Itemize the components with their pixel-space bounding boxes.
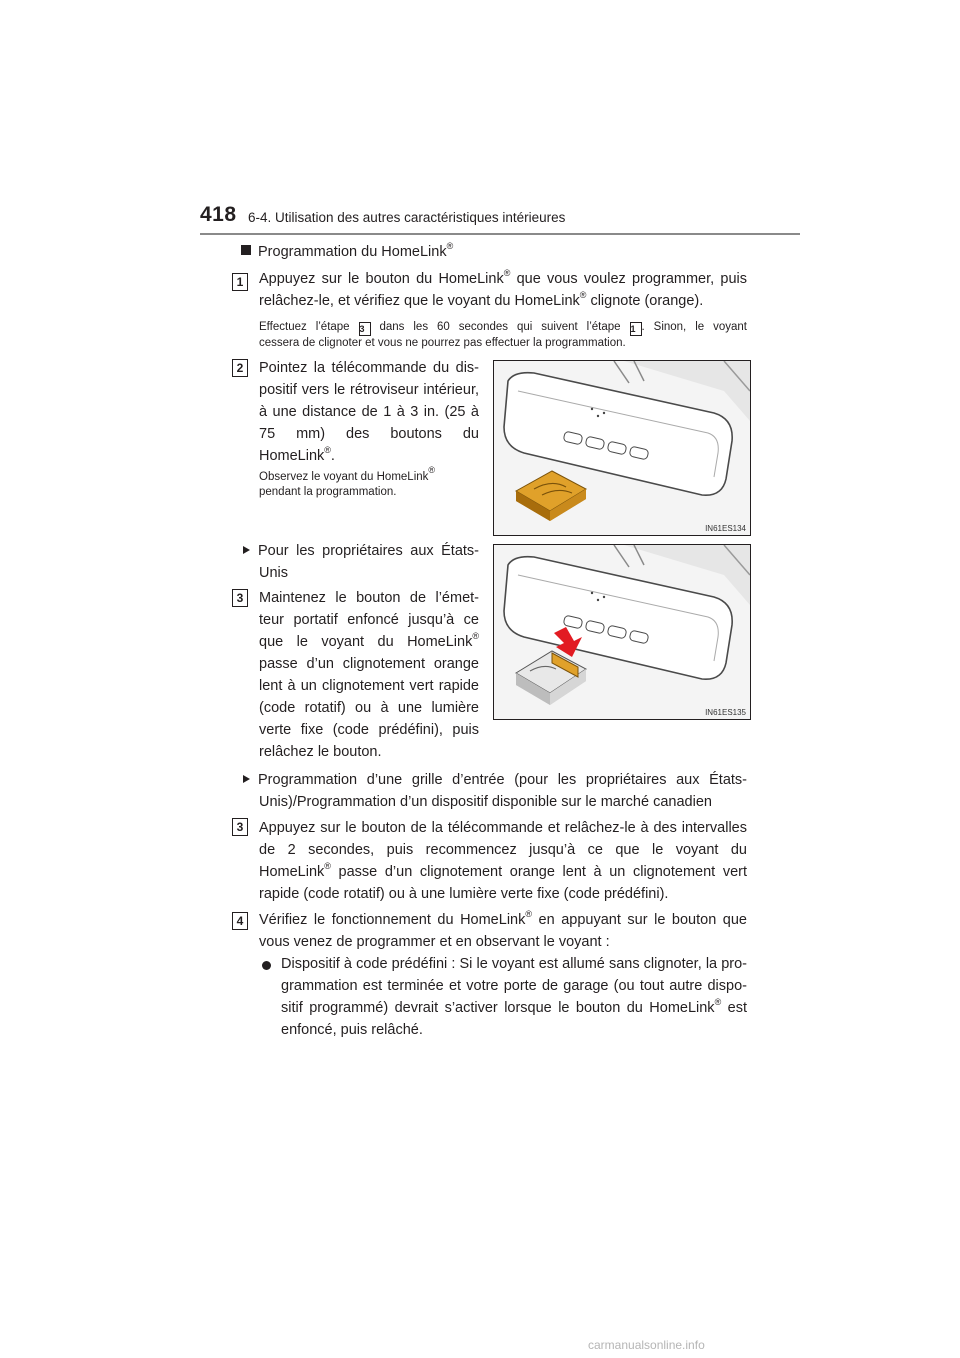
square-bullet-icon <box>241 245 251 255</box>
step-badge-1: 1 <box>232 273 248 291</box>
remote-transmitter <box>516 471 586 521</box>
mirror-illustration <box>494 361 750 535</box>
step-2-text: Pointez la télécommande du dis- positif vers le rétroviseur intérieur, à une distance de 1 à 3 in. (25 à 75 mm) des boutons du HomeLink®. <box>259 360 479 464</box>
gate-canada-heading: Programmation d’une grille d’entrée (pour les propriétaires aux États- Unis)/Programmation d’un dispositif disponible sur le marché canadien <box>243 769 747 813</box>
watermark: carmanualsonline.info <box>588 1338 705 1352</box>
step-ref-1: 1 <box>630 322 642 336</box>
triangle-bullet-icon <box>243 546 250 554</box>
round-bullet-icon <box>262 961 271 970</box>
triangle-bullet-icon <box>243 775 250 783</box>
step-2-note: Observez le voyant du HomeLink® pendant la programmation. <box>259 465 436 498</box>
remote-transmitter-side <box>516 651 586 705</box>
header-divider <box>200 233 800 235</box>
step-badge-3a: 3 <box>232 589 248 607</box>
step-badge-2: 2 <box>232 359 248 377</box>
section-title: 6-4. Utilisation des autres caractéristiques intérieures <box>248 210 566 225</box>
figure-mirror-remote-distance <box>493 360 751 536</box>
step-3a-text: Maintenez le bouton de l’émet- teur portatif enfoncé jusqu’à ce que le voyant du HomeLink® passe d’un clignotement orange lent à un clignotement vert rapide (code rotatif) ou à une lumière verte fixe (code prédéfini), puis relâchez le bouton. <box>259 590 479 760</box>
step-badge-4: 4 <box>232 912 248 930</box>
step-3b-text: Appuyez sur le bouton de la télécommande et relâchez-le à des intervalles de 2 secondes, puis recommencez jusqu’à ce que le voyant du HomeLink® passe d’un clignotement orange lent à un clignotement vert rapide (code rotatif) ou à une lumière verte fixe (code prédéfini). <box>259 820 747 902</box>
step-1-note: Effectuez l’étape 3 dans les 60 secondes qui suivent l’étape 1 . Sinon, le voyant cessera de clignoter et vous ne pourrez pas effectuer la programmation. <box>259 321 747 349</box>
figure-1-code: IN61ES134 <box>705 524 746 533</box>
mirror-press-illustration <box>494 545 750 719</box>
step-4-bullet-text: Dispositif à code prédéfini : Si le voyant est allumé sans clignoter, la pro- grammation est terminée et votre porte de garage (ou tout autre dispo- sitif programmé) devrait s’activer lorsque le bouton du HomeLink® est enfoncé, puis relâché. <box>281 956 747 1038</box>
page-number: 418 <box>200 203 237 226</box>
step-1-text: Appuyez sur le bouton du HomeLink® que vous voulez programmer, puis relâchez-le, et vérifiez que le voyant du HomeLink® clignote (orange). <box>259 268 747 309</box>
step-ref-3: 3 <box>359 322 371 336</box>
figure-2-code: IN61ES135 <box>705 708 746 717</box>
step-4-text: Vérifiez le fonctionnement du HomeLink® en appuyant sur le bouton que vous venez de programmer et en observant le voyant : <box>259 909 747 950</box>
us-owners-heading: Pour les propriétaires aux États- Unis <box>243 540 479 584</box>
step-badge-3b: 3 <box>232 818 248 836</box>
section-heading: Programmation du HomeLink® <box>241 244 453 260</box>
figure-mirror-remote-press <box>493 544 751 720</box>
